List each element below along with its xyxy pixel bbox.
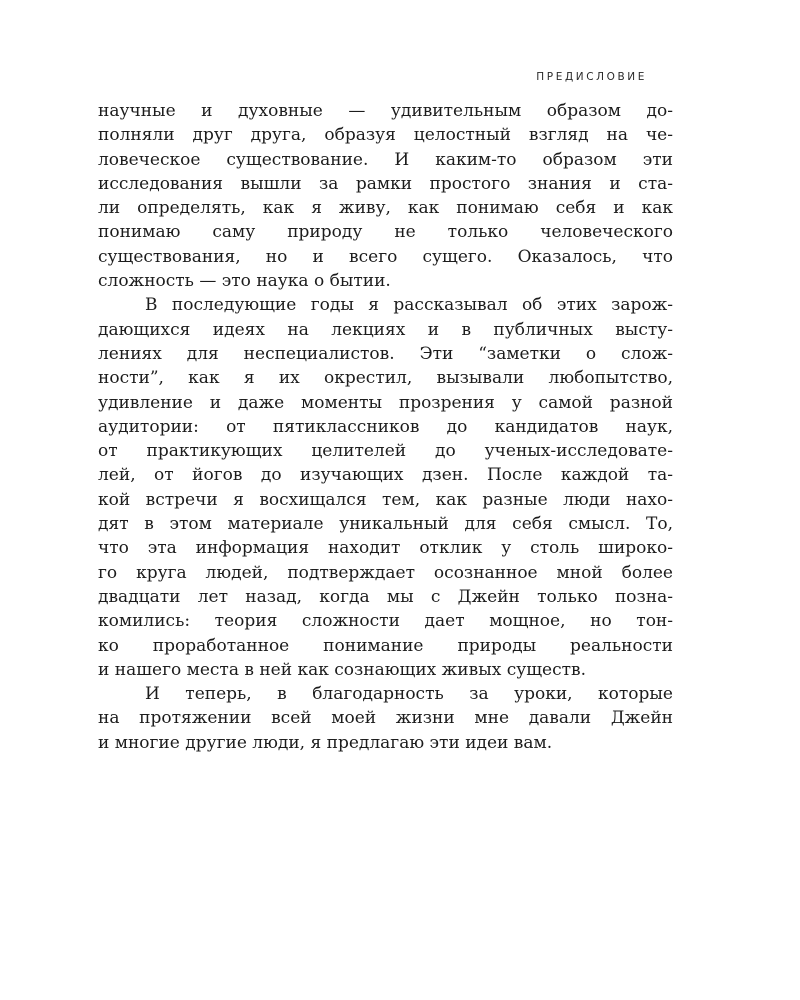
body-text [98,99,673,755]
text-line: полняли друг друга, образуя целостный взгляд на че- [98,125,673,146]
text-line: аудитории: от пятиклассников до кандидатов наук, [98,416,673,437]
text-line: В последующие годы я рассказывал об этих зарож- [145,295,673,316]
text-line: на протяжении всей моей жизни мне давали Джейн [98,708,673,729]
text-line: сложность — это наука о бытии. [98,271,391,292]
text-line: двадцати лет назад, когда мы с Джейн только позна- [98,586,673,607]
text-line: лей, от йогов до изучающих дзен. После каждой та- [98,465,673,486]
text-line: понимаю саму природу не только человеческого [98,222,673,243]
text-line: что эта информация находит отклик у столь широко- [98,538,673,559]
text-line: удивление и даже моменты прозрения у самой разной [98,392,673,413]
text-line: и нашего места в ней как сознающих живых существ. [98,659,587,680]
paragraph [98,682,673,755]
text-line: ности”, как я их окрестил, вызывали любопытство, [98,368,673,389]
text-line: лениях для неспециалистов. Эти “заметки о слож- [98,343,673,364]
text-line: дающихся идеях на лекциях и в публичных высту- [98,319,673,340]
text-line: кой встречи я восхищался тем, как разные люди нахо- [98,489,673,510]
text-line: ли определять, как я живу, как понимаю себя и как [98,198,673,219]
text-line: научные и духовные — удивительным образом до- [98,101,673,121]
text-line: ко проработанное понимание природы реальности [98,635,673,656]
text-line: от практикующих целителей до ученых-исследовате- [98,441,673,462]
running-head: ПРЕДИСЛОВИЕ [536,71,647,83]
text-line: и многие другие люди, я предлагаю эти идеи вам. [98,732,553,753]
paragraph [98,293,673,682]
text-line: существования, но и всего сущего. Оказалось, что [98,246,673,267]
paragraph [98,99,673,293]
text-line: комились: теория сложности дает мощное, но тон- [98,611,673,632]
text-line: ловеческое существование. И каким-то образом эти [98,149,673,170]
text-line: дят в этом материале уникальный для себя смысл. То, [98,514,673,535]
text-line: го круга людей, подтверждает осознанное мной более [98,562,673,583]
text-line: исследования вышли за рамки простого знания и ста- [98,173,673,194]
text-line: И теперь, в благодарность за уроки, которые [145,684,673,705]
